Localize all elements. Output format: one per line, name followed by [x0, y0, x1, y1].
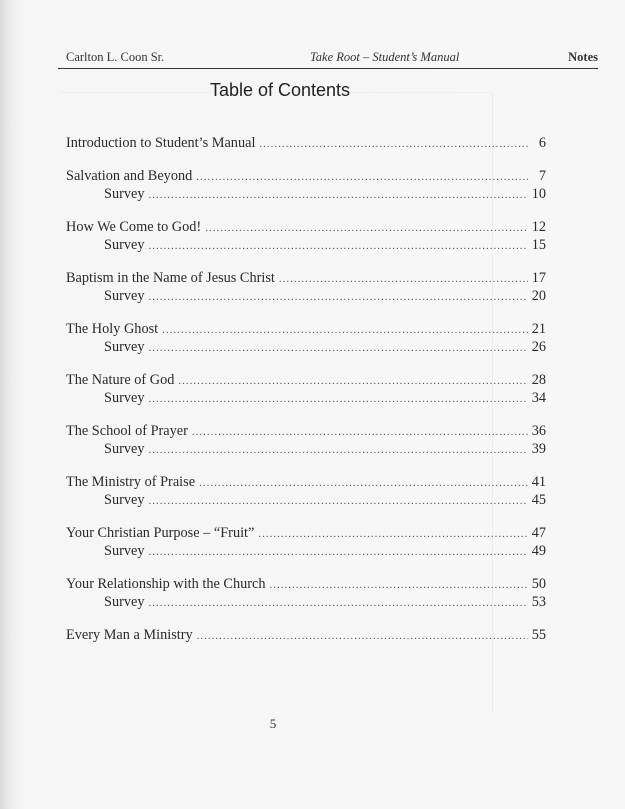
header-notes: Notes — [568, 50, 598, 64]
dot-leader — [197, 627, 528, 644]
toc-subentry — [66, 287, 546, 305]
toc-entry — [66, 218, 546, 236]
toc-entry-page: 7 — [538, 168, 546, 184]
dot-leader — [270, 576, 528, 593]
toc-entry-page: 12 — [531, 219, 546, 235]
dot-leader — [259, 135, 528, 152]
toc-subentry-title: Survey — [104, 492, 145, 508]
toc-title: Table of Contents — [209, 80, 351, 100]
toc-entry-page: 47 — [531, 525, 546, 541]
toc-entry — [66, 320, 546, 338]
toc-entry-page: 28 — [531, 372, 546, 388]
toc-subentry-page: 26 — [531, 339, 546, 355]
toc-entry-title: Your Christian Purpose – “Fruit” — [66, 525, 255, 541]
toc-subentry-title: Survey — [104, 594, 145, 610]
dot-leader — [205, 219, 528, 236]
dot-leader — [196, 168, 528, 185]
toc-subentry — [66, 185, 546, 203]
toc-group — [66, 134, 546, 152]
toc-group — [66, 320, 546, 356]
toc-subentry-title: Survey — [104, 339, 145, 355]
toc-group — [66, 524, 546, 560]
toc-subentry — [66, 542, 546, 560]
toc-subentry-page: 39 — [531, 441, 546, 457]
toc-subentry-page: 53 — [531, 594, 546, 610]
toc-subentry-page: 34 — [531, 390, 546, 406]
toc-entry — [66, 134, 546, 152]
toc-entry-page: 21 — [531, 321, 546, 337]
toc-group — [66, 371, 546, 407]
dot-leader — [149, 339, 528, 356]
toc-subentry — [66, 236, 546, 254]
dot-leader — [279, 270, 528, 287]
toc-entry-title: The Ministry of Praise — [66, 474, 196, 490]
dot-leader — [178, 372, 527, 389]
dot-leader — [258, 525, 527, 542]
running-header — [66, 50, 598, 68]
toc-entry — [66, 575, 546, 593]
toc-entry-title: Your Relationship with the Church — [66, 576, 266, 592]
dot-leader — [162, 321, 528, 338]
header-rule — [58, 68, 598, 69]
toc-entry-title: Every Man a Ministry — [66, 627, 193, 643]
dot-leader — [199, 474, 528, 491]
toc-entry — [66, 422, 546, 440]
dot-leader — [149, 237, 528, 254]
toc-entry-page: 55 — [531, 627, 546, 643]
toc-subentry-page: 10 — [531, 186, 546, 202]
toc-entry-title: Baptism in the Name of Jesus Christ — [66, 270, 275, 286]
toc-entry-title: Salvation and Beyond — [66, 168, 193, 184]
dot-leader — [149, 441, 528, 458]
toc-subentry-page: 15 — [531, 237, 546, 253]
toc-subentry-title: Survey — [104, 237, 145, 253]
toc-subentry-page: 20 — [531, 288, 546, 304]
toc-subentry — [66, 491, 546, 509]
toc-subentry-page: 45 — [531, 492, 546, 508]
dot-leader — [149, 288, 528, 305]
toc-group — [66, 218, 546, 254]
toc-subentry-title: Survey — [104, 441, 145, 457]
dot-leader — [149, 390, 528, 407]
toc-group — [66, 626, 546, 644]
page-number: 5 — [269, 716, 277, 731]
toc-subentry-title: Survey — [104, 186, 145, 202]
toc-group — [66, 269, 546, 305]
toc-entry-page: 17 — [531, 270, 546, 286]
dot-leader — [149, 492, 528, 509]
toc-entry-title: The Nature of God — [66, 372, 175, 388]
toc-entry-title: Introduction to Student’s Manual — [66, 135, 256, 151]
dot-leader — [149, 186, 528, 203]
header-author: Carlton L. Coon Sr. — [66, 50, 165, 64]
toc-subentry-title: Survey — [104, 543, 145, 559]
toc-subentry — [66, 338, 546, 356]
toc-subentry — [66, 440, 546, 458]
toc-subentry-title: Survey — [104, 390, 145, 406]
toc-entry — [66, 473, 546, 491]
toc-entry-page: 50 — [531, 576, 546, 592]
dot-leader — [149, 543, 528, 560]
toc-group — [66, 473, 546, 509]
dot-leader — [192, 423, 528, 440]
toc-group — [66, 167, 546, 203]
dot-leader — [149, 594, 528, 611]
toc-entry — [66, 167, 546, 185]
toc-entry-title: How We Come to God! — [66, 219, 202, 235]
toc-entry-page: 6 — [538, 135, 546, 151]
toc-entry-page: 41 — [531, 474, 546, 490]
toc-list — [66, 134, 546, 659]
header-book-title: Take Root – Student’s Manual — [310, 50, 460, 64]
toc-entry — [66, 269, 546, 287]
toc-entry-title: The Holy Ghost — [66, 321, 159, 337]
toc-entry — [66, 524, 546, 542]
toc-group — [66, 422, 546, 458]
toc-entry-page: 36 — [531, 423, 546, 439]
toc-subentry-page: 49 — [531, 543, 546, 559]
toc-entry-title: The School of Prayer — [66, 423, 188, 439]
toc-subentry — [66, 389, 546, 407]
toc-entry — [66, 626, 546, 644]
toc-subentry — [66, 593, 546, 611]
toc-subentry-title: Survey — [104, 288, 145, 304]
toc-group — [66, 575, 546, 611]
toc-entry — [66, 371, 546, 389]
